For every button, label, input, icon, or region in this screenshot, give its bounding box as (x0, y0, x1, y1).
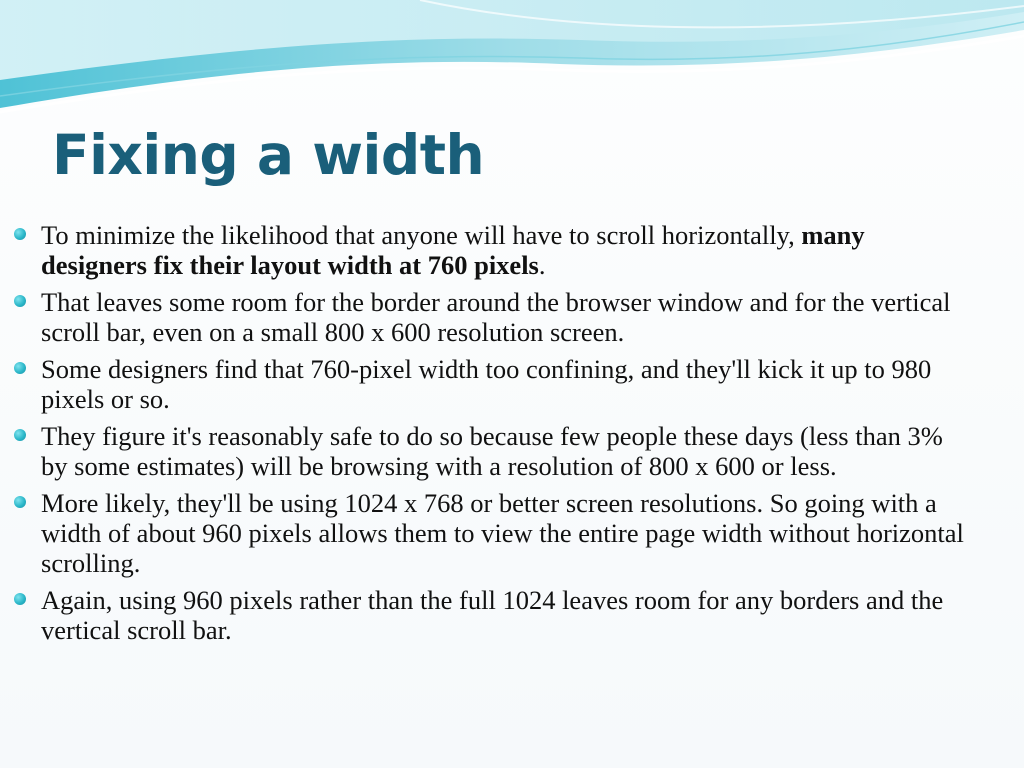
bullet-text-part: To minimize the likelihood that anyone will have to scroll horizontally, (41, 220, 802, 250)
bullet-dot-icon (14, 295, 26, 307)
header-wave-decoration (0, 0, 1024, 130)
bullet-text: They figure it's reasonably safe to do so because few people these days (less than 3% by some estimates) will be browsing with a resolution of 800 x 600 or less. (41, 421, 943, 481)
bullet-text (41, 220, 865, 280)
bullet-list (14, 220, 974, 652)
bullet-dot-icon (14, 228, 26, 240)
bullet-item (14, 585, 974, 645)
bullet-item (14, 421, 974, 481)
bullet-item (14, 287, 974, 347)
bullet-text-bold: many designers fix their layout width at 760 pixels (41, 220, 865, 280)
bullet-text: Some designers find that 760-pixel width too confining, and they'll kick it up to 980 pixels or so. (41, 354, 932, 414)
bullet-text-part: . (538, 250, 546, 280)
bullet-text: That leaves some room for the border around the browser window and for the vertical scroll bar, even on a small 800 x 600 resolution screen. (41, 287, 951, 347)
bullet-text: Again, using 960 pixels rather than the full 1024 leaves room for any borders and the vertical scroll bar. (41, 585, 944, 645)
bullet-dot-icon (14, 362, 26, 374)
bullet-item (14, 354, 974, 414)
bullet-dot-icon (14, 429, 26, 441)
slide-title: Fixing a width (52, 123, 485, 187)
bullet-item (14, 488, 974, 578)
bullet-text: More likely, they'll be using 1024 x 768 or better screen resolutions. So going with a width of about 960 pixels allows them to view the entire page width without horizontal scrolling. (41, 488, 964, 578)
bullet-dot-icon (14, 496, 26, 508)
bullet-item (14, 220, 974, 280)
bullet-dot-icon (14, 593, 26, 605)
